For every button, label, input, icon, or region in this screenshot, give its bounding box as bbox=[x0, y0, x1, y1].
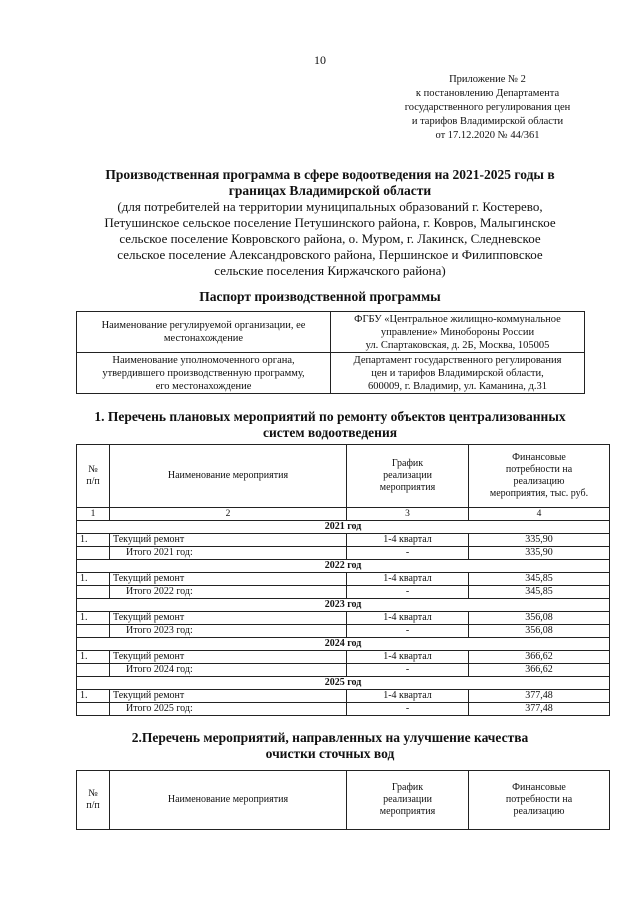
header-text: № bbox=[88, 464, 98, 475]
row-num: 1. bbox=[77, 534, 110, 547]
total-row bbox=[77, 547, 610, 560]
header-text: п/п bbox=[86, 800, 100, 811]
subtitle-line: (для потребителей на территории муниципальных образований г. Костерево, bbox=[117, 199, 543, 214]
section-title-line: систем водоотведения bbox=[262, 425, 398, 440]
header-num bbox=[77, 771, 110, 830]
passport-row bbox=[77, 353, 585, 394]
header-num bbox=[77, 445, 110, 508]
row-amount: 366,62 bbox=[469, 651, 610, 664]
total-schedule: - bbox=[347, 586, 469, 599]
passport-label-line: его местонахождение bbox=[155, 380, 252, 392]
appendix-line: и тарифов Владимирской области bbox=[411, 116, 564, 127]
year-row bbox=[77, 677, 610, 690]
passport-value-cell bbox=[331, 353, 585, 394]
total-label: Итого 2021 год: bbox=[110, 547, 347, 560]
row-amount: 377,48 bbox=[469, 690, 610, 703]
passport-value-line: ФГБУ «Центральное жилищно-коммунальное bbox=[354, 313, 561, 325]
total-schedule: - bbox=[347, 625, 469, 638]
column-number: 4 bbox=[469, 508, 610, 521]
table-row bbox=[77, 651, 610, 664]
row-schedule: 1-4 квартал bbox=[347, 651, 469, 664]
header-text: реализацию bbox=[513, 806, 565, 817]
year-row bbox=[77, 521, 610, 534]
appendix-line: государственного регулирования цен bbox=[404, 102, 571, 113]
section-title-line: очистки сточных вод bbox=[265, 746, 395, 761]
table-row bbox=[77, 573, 610, 586]
total-label: Итого 2022 год: bbox=[110, 586, 347, 599]
header-text: Финансовые bbox=[512, 452, 566, 463]
passport-value-cell bbox=[331, 312, 585, 353]
passport-value-line: 600009, г. Владимир, ул. Каманина, д.31 bbox=[367, 380, 548, 392]
passport-table bbox=[76, 311, 585, 394]
header-text: мероприятия, тыс. руб. bbox=[489, 488, 589, 499]
total-amount: 377,48 bbox=[469, 703, 610, 716]
section-title-line: 1. Перечень плановых мероприятий по ремонту объектов централизованных bbox=[94, 409, 566, 424]
row-num bbox=[77, 664, 110, 677]
passport-label-line: утвердившего производственную программу, bbox=[102, 367, 305, 379]
row-amount: 345,85 bbox=[469, 573, 610, 586]
year-label: 2021 год bbox=[77, 521, 610, 534]
row-num bbox=[77, 625, 110, 638]
header-text: реализации bbox=[383, 470, 432, 481]
passport-label-line: Наименование регулируемой организации, ее bbox=[101, 320, 306, 331]
section-title-line: 2.Перечень мероприятий, направленных на улучшение качества bbox=[131, 730, 529, 745]
row-amount: 356,08 bbox=[469, 612, 610, 625]
row-num bbox=[77, 703, 110, 716]
row-schedule: 1-4 квартал bbox=[347, 573, 469, 586]
row-num: 1. bbox=[77, 573, 110, 586]
row-num: 1. bbox=[77, 612, 110, 625]
passport-value-line: ул. Спартаковская, д. 2Б, Москва, 105005 bbox=[365, 339, 550, 351]
header-name: Наименование мероприятия bbox=[110, 771, 347, 830]
total-schedule: - bbox=[347, 547, 469, 560]
year-row bbox=[77, 560, 610, 573]
title-line: Производственная программа в сфере водоотведения на 2021-2025 годы в bbox=[105, 167, 555, 182]
appendix-line: Приложение № 2 bbox=[449, 74, 526, 85]
total-amount: 366,62 bbox=[469, 664, 610, 677]
appendix-line: от 17.12.2020 № 44/361 bbox=[435, 130, 540, 141]
passport-label-line: Наименование уполномоченного органа, bbox=[112, 354, 295, 366]
total-amount: 356,08 bbox=[469, 625, 610, 638]
passport-label-cell bbox=[77, 353, 331, 394]
header-money bbox=[469, 445, 610, 508]
header-text: реализации bbox=[383, 794, 432, 805]
table-header-row bbox=[77, 771, 610, 830]
document-subtitle bbox=[60, 199, 600, 279]
passport-label-cell bbox=[77, 312, 331, 353]
total-schedule: - bbox=[347, 703, 469, 716]
row-amount: 335,90 bbox=[469, 534, 610, 547]
total-row bbox=[77, 664, 610, 677]
total-row bbox=[77, 625, 610, 638]
header-text: График bbox=[391, 458, 424, 469]
header-schedule bbox=[347, 771, 469, 830]
quality-plan-table bbox=[76, 770, 610, 830]
header-text: потребности на bbox=[505, 464, 573, 475]
table-row bbox=[77, 612, 610, 625]
appendix-line: к постановлению Департамента bbox=[415, 88, 560, 99]
total-row bbox=[77, 703, 610, 716]
subtitle-line: Петушинское сельское поселение Петушинского района, г. Ковров, Малыгинское bbox=[104, 215, 556, 230]
section2-title bbox=[60, 730, 600, 762]
document-title bbox=[60, 167, 600, 199]
passport-title: Паспорт производственной программы bbox=[199, 289, 441, 304]
header-text: мероприятия bbox=[379, 806, 436, 817]
header-text: № bbox=[88, 788, 98, 799]
title-line: границах Владимирской области bbox=[228, 183, 432, 198]
header-schedule bbox=[347, 445, 469, 508]
table-header-row bbox=[77, 445, 610, 508]
row-item: Текущий ремонт bbox=[110, 534, 347, 547]
year-label: 2024 год bbox=[77, 638, 610, 651]
year-row bbox=[77, 599, 610, 612]
year-label: 2025 год bbox=[77, 677, 610, 690]
table-row bbox=[77, 690, 610, 703]
row-item: Текущий ремонт bbox=[110, 690, 347, 703]
header-text: Финансовые bbox=[512, 782, 566, 793]
column-number-row bbox=[77, 508, 610, 521]
row-item: Текущий ремонт bbox=[110, 651, 347, 664]
subtitle-line: сельское поселение Ковровского района, о. Муром, г. Лакинск, Следневское bbox=[119, 231, 541, 246]
passport-value-line: цен и тарифов Владимирской области, bbox=[371, 367, 544, 379]
section1-title bbox=[60, 409, 600, 441]
header-text: мероприятия bbox=[379, 482, 436, 493]
year-label: 2022 год bbox=[77, 560, 610, 573]
total-label: Итого 2025 год: bbox=[110, 703, 347, 716]
subtitle-line: сельское поселение Александровского района, Першинское и Филипповское bbox=[117, 247, 543, 262]
subtitle-line: сельские поселения Киржачского района) bbox=[214, 263, 446, 278]
column-number: 3 bbox=[347, 508, 469, 521]
total-amount: 345,85 bbox=[469, 586, 610, 599]
total-amount: 335,90 bbox=[469, 547, 610, 560]
appendix-block bbox=[380, 73, 595, 143]
passport-label-line: местонахождение bbox=[163, 333, 244, 344]
row-schedule: 1-4 квартал bbox=[347, 612, 469, 625]
passport-value-line: Департамент государственного регулирования bbox=[353, 354, 562, 366]
total-label: Итого 2023 год: bbox=[110, 625, 347, 638]
row-item: Текущий ремонт bbox=[110, 612, 347, 625]
table-row bbox=[77, 534, 610, 547]
header-text: График bbox=[391, 782, 424, 793]
year-label: 2023 год bbox=[77, 599, 610, 612]
passport-row bbox=[77, 312, 585, 353]
row-num: 1. bbox=[77, 690, 110, 703]
passport-value-line: управление» Минобороны России bbox=[380, 326, 535, 338]
column-number: 1 bbox=[77, 508, 110, 521]
row-num bbox=[77, 586, 110, 599]
total-row bbox=[77, 586, 610, 599]
year-row bbox=[77, 638, 610, 651]
row-item: Текущий ремонт bbox=[110, 573, 347, 586]
header-text: потребности на bbox=[505, 794, 573, 805]
page-number: 10 bbox=[314, 53, 326, 67]
row-num: 1. bbox=[77, 651, 110, 664]
row-schedule: 1-4 квартал bbox=[347, 534, 469, 547]
repair-plan-table bbox=[76, 444, 610, 716]
header-text: реализацию bbox=[513, 476, 565, 487]
total-schedule: - bbox=[347, 664, 469, 677]
header-text: п/п bbox=[86, 476, 100, 487]
row-schedule: 1-4 квартал bbox=[347, 690, 469, 703]
header-name: Наименование мероприятия bbox=[110, 445, 347, 508]
total-label: Итого 2024 год: bbox=[110, 664, 347, 677]
row-num bbox=[77, 547, 110, 560]
column-number: 2 bbox=[110, 508, 347, 521]
header-money bbox=[469, 771, 610, 830]
